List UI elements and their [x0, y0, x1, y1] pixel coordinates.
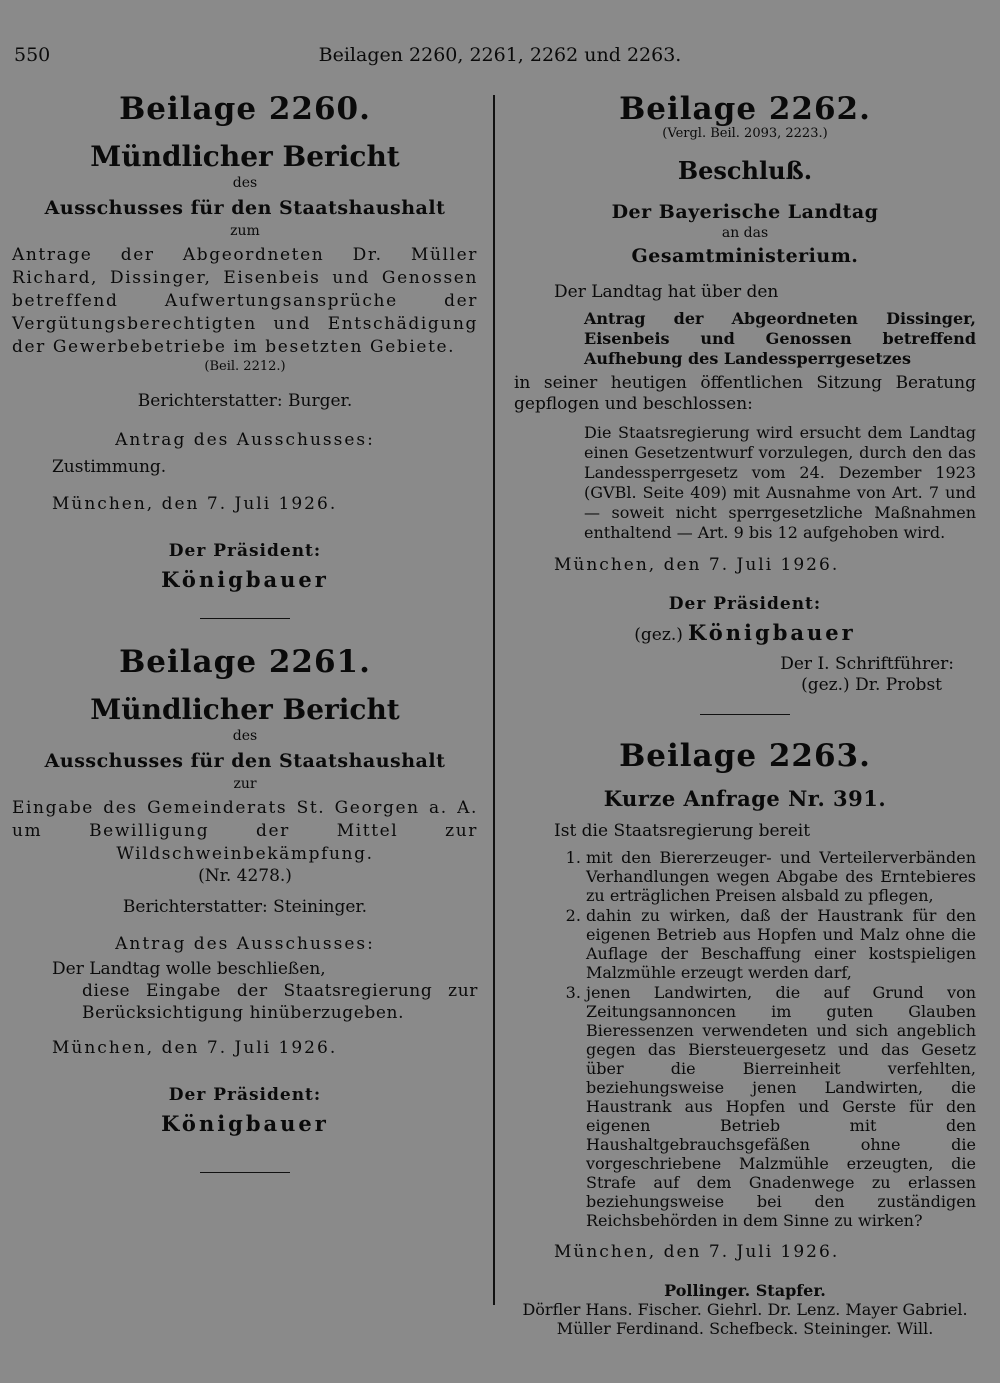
- motion-label: Antrag des Ausschusses:: [115, 430, 375, 450]
- signers-line-2: Dörfler Hans. Fischer. Giehrl. Dr. Lenz. Mayer Gabriel.: [522, 1300, 968, 1319]
- intro-line: Der Landtag hat über den: [554, 282, 779, 302]
- president-name: Königbauer: [161, 567, 329, 592]
- report-title: Mündlicher Bericht: [90, 140, 400, 173]
- beilage-2263: [514, 739, 976, 1338]
- motion-title: Antrag der Abgeordneten Dissinger, Eisenbeis und Genossen betreffend Aufhebung des Landessperrgesetzes: [584, 309, 976, 368]
- intro-line: Ist die Staatsregierung bereit: [554, 821, 811, 841]
- beilage-heading: Beilage 2261.: [119, 644, 371, 680]
- report-subject: Antrage der Abgeordneten Dr. Müller Richard, Dissinger, Eisenbeis und Genossen betreffend Aufwertungsansprüche der Vergütungsberechtigten und Entschädigung der Gewerbebetriebe im besetzten Gebiete.: [12, 245, 478, 357]
- date-line: München, den 7. Juli 1926.: [554, 555, 840, 575]
- report-subject: Eingabe des Gemeinderats St. Georgen a. A. um Bewilligung der Mittel zur Wildschweinbekämpfung.: [12, 798, 478, 864]
- section-separator: [200, 1172, 290, 1173]
- inquiry-items: [514, 848, 976, 1230]
- date-line: München, den 7. Juli 1926.: [52, 494, 338, 514]
- reference: (Vergl. Beil. 2093, 2223.): [662, 126, 828, 141]
- list-item: 1. mit den Biererzeuger- und Verteilerverbänden Verhandlungen wegen Abgabe des Erntebieres zu erträglichen Preisen alsbald zu pflegen,: [586, 848, 976, 905]
- report-title: Mündlicher Bericht: [90, 693, 400, 726]
- secretary-name: (gez.) Dr. Probst: [801, 675, 942, 695]
- motion-label: Antrag des Ausschusses:: [115, 934, 375, 954]
- running-title: Beilagen 2260, 2261, 2262 und 2263.: [318, 44, 682, 66]
- list-item: 3. jenen Landwirten, die auf Grund von Zeitungsannoncen im guten Glauben Bieressenzen verwendeten und sich angeblich gegen das Biersteuergesetz und das Gesetz über die Bierreinheit verfehlten, beziehungsweise jenen Landwirten, die Haustrank aus Hopfen und Gerste für den eigenen Betrieb mit den Haushaltgebrauchsgefäßen ohne die vorgeschriebene Malzmühle erzeugten, die Strafe auf dem Gnadenwege zu erlassen beziehungsweise bei den zuständigen Reichsbehörden in dem Sinne zu wirken?: [586, 983, 976, 1230]
- inquiry-title: Kurze Anfrage Nr. 391.: [603, 786, 887, 811]
- reference: (Beil. 2212.): [204, 359, 286, 374]
- section-separator: [700, 714, 790, 715]
- des-label: des: [232, 175, 258, 191]
- beilage-heading: Beilage 2263.: [619, 738, 871, 774]
- zum-label: zum: [230, 223, 260, 239]
- section-separator: [200, 618, 290, 619]
- resolution-to: Gesamtministerium.: [631, 245, 859, 267]
- committee-name: Ausschusses für den Staatshaushalt: [44, 197, 446, 219]
- committee-name: Ausschusses für den Staatshaushalt: [44, 750, 446, 772]
- president-name: Königbauer: [161, 1111, 329, 1136]
- signers-line-3: Müller Ferdinand. Schefbeck. Steininger. Will.: [556, 1319, 934, 1338]
- secretary-label: Der I. Schriftführer:: [780, 654, 954, 674]
- column-divider: [493, 95, 495, 1305]
- an-label: an das: [721, 225, 769, 241]
- deliberation-text: in seiner heutigen öffentlichen Sitzung Beratung gepflogen und beschlossen:: [514, 373, 976, 414]
- beilage-2261: [12, 645, 478, 1173]
- president-name: Königbauer: [687, 620, 856, 645]
- signers-line-1: Pollinger. Stapfer.: [664, 1281, 826, 1300]
- president-signature: [514, 620, 976, 646]
- president-label: Der Präsident:: [168, 541, 322, 561]
- list-item: 2. dahin zu wirken, daß der Haustrank für den eigenen Betrieb aus Hopfen und Malz ohne die Auflage der Beschaffung einer kostspieligen Malzmühle erzeugt werden darf,: [586, 906, 976, 982]
- president-label: Der Präsident:: [668, 594, 822, 614]
- beilage-2262: [514, 92, 976, 715]
- des-label: des: [232, 728, 258, 744]
- resolution-from: Der Bayerische Landtag: [611, 201, 879, 223]
- beilage-heading: Beilage 2260.: [119, 91, 371, 127]
- president-label: Der Präsident:: [168, 1085, 322, 1105]
- motion-line-1: Der Landtag wolle beschließen,: [52, 959, 326, 979]
- beilage-2260: [12, 92, 478, 619]
- reference: (Nr. 4278.): [198, 866, 292, 886]
- resolution-text: Die Staatsregierung wird ersucht dem Landtag einen Gesetzentwurf vorzulegen, durch den das Landessperrgesetz vom 24. Dezember 1923 (GVBl. Seite 409) mit Ausnahme von Art. 7 und — soweit nicht sperrgesetzliche Maßnahmen enthaltend — Art. 9 bis 12 aufgehoben wird.: [584, 423, 976, 542]
- page-number: 550: [14, 44, 51, 66]
- date-line: München, den 7. Juli 1926.: [52, 1038, 338, 1058]
- gez-label: (gez.): [634, 625, 683, 645]
- zur-label: zur: [233, 776, 257, 792]
- beilage-heading: Beilage 2262.: [619, 91, 871, 127]
- resolution-title: Beschluß.: [677, 156, 813, 185]
- left-column: [12, 92, 478, 1173]
- reporter: Berichterstatter: Steininger.: [122, 897, 368, 917]
- reporter: Berichterstatter: Burger.: [137, 391, 353, 411]
- right-column: [514, 92, 976, 1338]
- motion-line-2: diese Eingabe der Staatsregierung zur Berücksichtigung hinüberzugeben.: [82, 981, 478, 1023]
- date-line: München, den 7. Juli 1926.: [554, 1242, 840, 1262]
- motion-text: Zustimmung.: [52, 457, 167, 477]
